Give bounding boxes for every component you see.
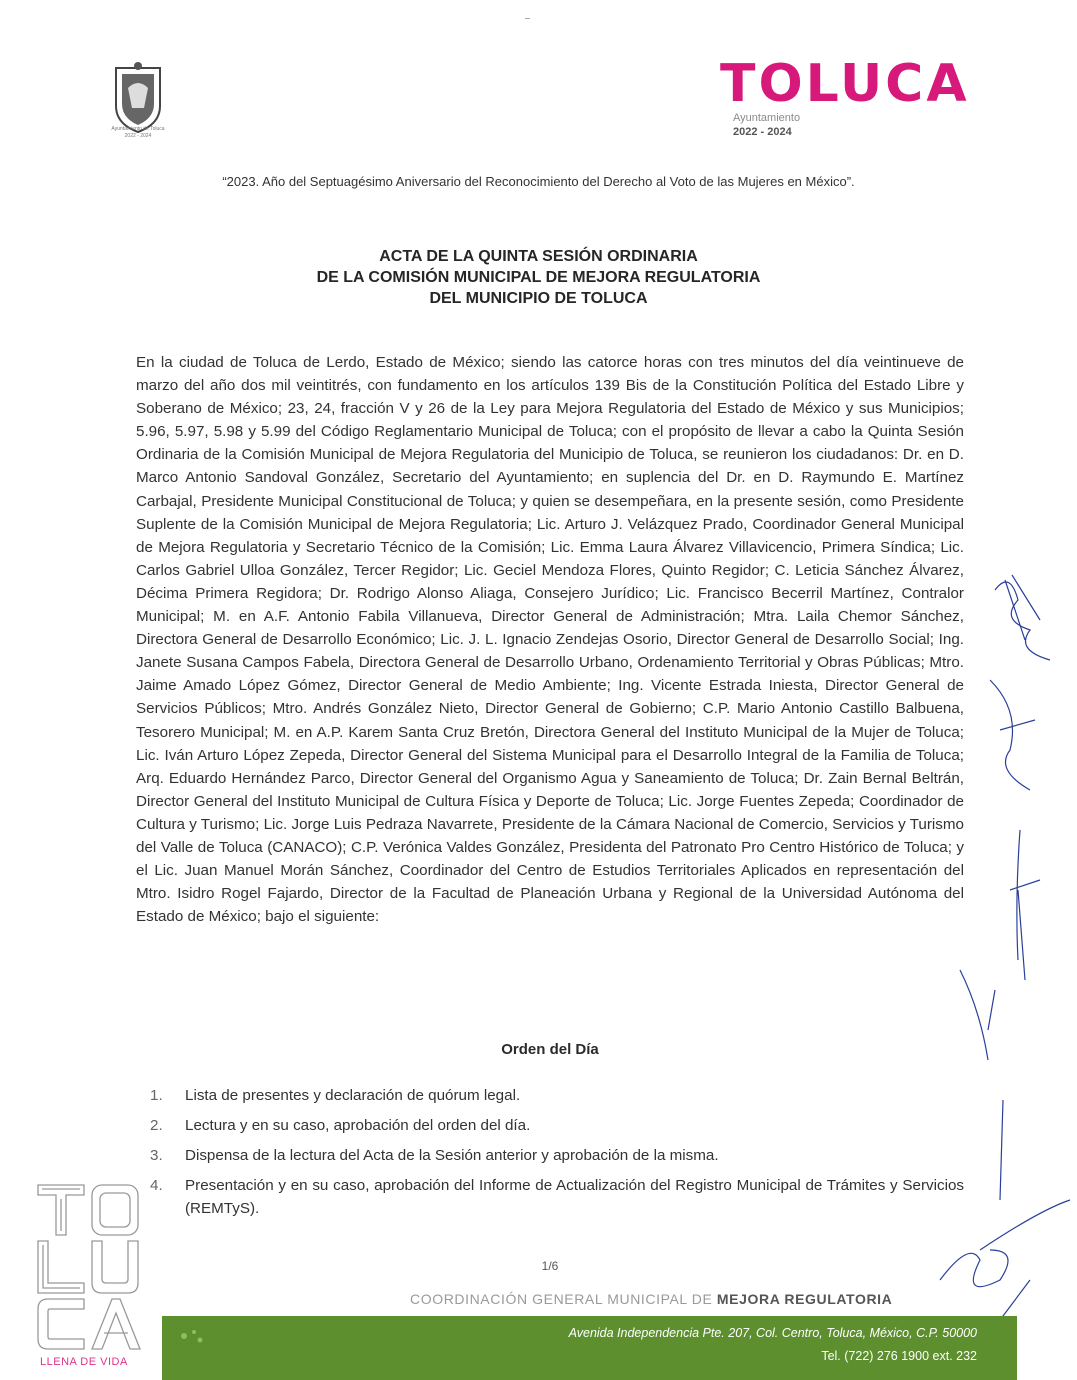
- body-paragraph: En la ciudad de Toluca de Lerdo, Estado de México; siendo las catorce horas con tres minutos del día veintinueve de marzo del año dos mil veintitrés, con fundamento en los artículos 139 Bis de la Constitución Política del Estado Libre y Soberano de México; 23, 24, fracción V y 26 de la Ley para Mejora Regulatoria del Estado de México y sus Municipios; 5.96, 5.97, 5.98 y 5.99 del Código Reglamentario Municipal de Toluca; con el propósito de llevar a cabo la Quinta Sesión Ordinaria de la Comisión Municipal de Mejora Regulatoria del Municipio de Toluca, se reunieron los ciudadanos: Dr. en D. Marco Antonio Sandoval González, Secretario del Ayuntamiento; en suplencia del Dr. en D. Raymundo E. Martínez Carbajal, Presidente Municipal Constitucional de Toluca; y quien se desempeñara, en la presente sesión, como Presidente Suplente de la Comisión Municipal de Mejora Regulatoria; Lic. Arturo J. Velázquez Prado, Coordinador General Municipal de Mejora Regulatoria y Secretario Técnico de la Comisión; Lic. Emma Laura Álvarez Villavicencio, Primera Síndica; Lic. Carlos Gabriel Ulloa González, Tercer Regidor; Lic. Geciel Mendoza Flores, Quinto Regidor; C. Leticia Sánchez Álvarez, Décima Primera Regidora; Dr. Rodrigo Alonso Aliaga, Consejero Jurídico; Lic. Francisco Becerril Martínez, Contralor Municipal; M. en A.F. Antonio Fabila Villanueva, Director General de Administración; Mtra. Laila Chemor Sánchez, Directora General de Desarrollo Económico; Lic. J. L. Ignacio Zendejas Osorio, Director General de Desarrollo Social; Ing. Janete Susana Campos Fabela, Directora General de Desarrollo Urbano, Ordenamiento Territorial y Obras Públicas; Mtro. Jaime Amado López Gómez, Director General de Medio Ambiente; Ing. Vicente Estrada Iniesta, Director General de Servicios Públicos; Mtro. Andrés González Nieto, Director General de Gobierno; C.P. Mario Antonio Castillo Balbuena, Tesorero Municipal; M. en A.P. Karem Santa Cruz Bretón, Directora General del Instituto Municipal de la Mujer de Toluca; Lic. Iván Arturo López Zepeda, Director General del Sistema Municipal para el Desarrollo Integral de la Familia de Toluca; Arq. Eduardo Hernández Parco, Director General del Organismo Agua y Saneamiento de Toluca; Dr. Zain Bernal Beltrán, Director General del Instituto Municipal de Cultura Física y Deporte de Toluca; Lic. Jorge Fuentes Zepeda; Coordinador de Cultura y Turismo; Lic. Jorge Luis Pedraza Navarrete, Presidente de la Cámara Nacional de Comercio, Servicios y Turismo del Valle de Toluca (CANACO); C.P. Verónica Valdes González, Presidenta del Patronato Pro Centro Histórico de Toluca; y el Lic. Juan Manuel Morán Sánchez, Coordinador del Centro de Estudios Territoriales Aplicados en representación del Mtro. Isidro Rogel Fajardo, Director de la Facultad de Planeación Urbana y Regional de la Universidad Autónoma del Estado de México; bajo el siguiente:: [136, 354, 964, 926]
- footer-phone: Tel. (722) 276 1900 ext. 232: [821, 1349, 977, 1363]
- title-line-2: DE LA COMISIÓN MUNICIPAL DE MEJORA REGULATORIA: [316, 269, 761, 286]
- year-slogan: “2023. Año del Septuagésimo Aniversario del Reconocimiento del Derecho al Voto de las Mujeres en México”.: [222, 174, 855, 189]
- agenda-item-number: 3.: [150, 1147, 163, 1164]
- leaf-pattern-icon: [174, 1324, 214, 1354]
- agenda-item-number: 2.: [150, 1117, 163, 1134]
- office-name: [410, 1291, 892, 1307]
- seal-years: 2022 - 2024: [124, 133, 152, 139]
- agenda-item: [150, 1084, 964, 1107]
- brand-subtitle: Ayuntamiento: [733, 112, 801, 124]
- seal-caption: Ayuntamiento de Toluca: [111, 126, 165, 132]
- agenda-heading: Orden del Día: [501, 1041, 599, 1058]
- agenda-item-number: 1.: [150, 1087, 163, 1104]
- footer-address: Avenida Independencia Pte. 207, Col. Centro, Toluca, México, C.P. 50000: [568, 1326, 977, 1340]
- title-line-3: DEL MUNICIPIO DE TOLUCA: [429, 290, 648, 307]
- document-title: [0, 246, 1077, 309]
- toluca-stacked-logo-icon: [36, 1183, 142, 1351]
- title-line-1: ACTA DE LA QUINTA SESIÓN ORDINARIA: [379, 248, 698, 265]
- agenda-item: [150, 1174, 964, 1220]
- agenda-item: [150, 1144, 964, 1167]
- scan-mark: [525, 18, 530, 19]
- agenda-item-text: Dispensa de la lectura del Acta de la Sesión anterior y aprobación de la misma.: [185, 1147, 719, 1164]
- office-name-prefix: COORDINACIÓN GENERAL MUNICIPAL DE: [410, 1291, 717, 1307]
- agenda-item: [150, 1114, 964, 1137]
- signatures-icon: [900, 560, 1077, 1380]
- brand-logo-text: TOLUCA: [720, 54, 970, 114]
- agenda-item-text: Lectura y en su caso, aprobación del orden del día.: [185, 1117, 531, 1134]
- tagline: LLENA DE VIDA: [40, 1356, 128, 1368]
- office-name-bold: MEJORA REGULATORIA: [716, 1291, 893, 1307]
- agenda-item-text: Presentación y en su caso, aprobación del Informe de Actualización del Registro Municipal de Trámites y Servicios (REMTyS).: [185, 1177, 964, 1217]
- agenda-item-number: 4.: [150, 1177, 163, 1194]
- brand-years: 2022 - 2024: [733, 126, 792, 138]
- agenda-item-text: Lista de presentes y declaración de quórum legal.: [185, 1087, 521, 1104]
- page-number: 1/6: [541, 1259, 559, 1273]
- agenda-list: [150, 1084, 964, 1227]
